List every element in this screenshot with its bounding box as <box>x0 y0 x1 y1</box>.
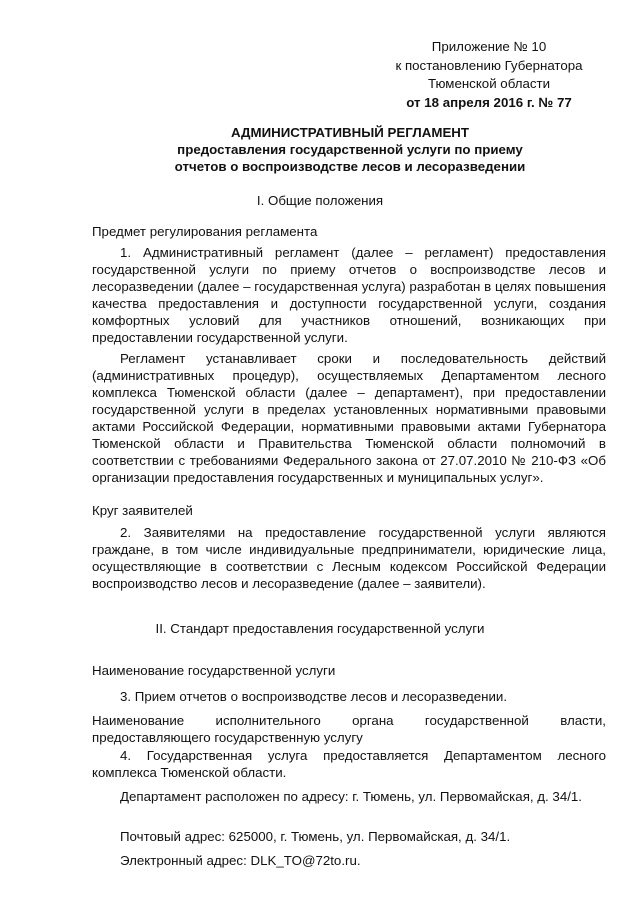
paragraph-3: 2. Заявителями на предоставление государственной услуги являются граждане, в том числе индивидуальные предприниматели, юридические лица, осуществляющие в соответствии с Лесным кодексом Российской Федерации воспроизводство лесов и лесоразведение (далее – заявители). <box>92 525 606 591</box>
section-1-title: I. Общие положения <box>256 193 384 208</box>
title-sub-1: предоставления государственной услуги по приему <box>177 142 523 157</box>
title-main: АДМИНИСТРАТИВНЫЙ РЕГЛАМЕНТ <box>230 125 470 140</box>
approval-line-region: Тюменской области <box>427 76 551 91</box>
document-title <box>60 124 640 175</box>
title-sub-2: отчетов о воспроизводстве лесов и лесоразведении <box>174 159 526 174</box>
section-2-title: II. Стандарт предоставления государственной услуги <box>155 621 485 636</box>
paragraph-address: Департамент расположен по адресу: г. Тюмень, ул. Первомайская, д. 34/1. <box>120 789 583 804</box>
paragraph-5: 4. Государственная услуга предоставляется Департаментом лесного комплекса Тюменской области. <box>92 748 606 780</box>
paragraph-postal: Почтовый адрес: 625000, г. Тюмень, ул. Первомайская, д. 34/1. <box>120 829 511 844</box>
heading-executive-body: Наименование исполнительного органа государственной власти, предоставляющего государственную услугу <box>92 713 606 745</box>
heading-applicants: Круг заявителей <box>92 503 193 518</box>
heading-service-name: Наименование государственной услуги <box>92 663 336 678</box>
paragraph-email: Электронный адрес: DLK_TO@72to.ru. <box>120 853 361 868</box>
approval-block <box>384 38 594 112</box>
paragraph-1: 1. Административный регламент (далее – регламент) предоставления государственной услуги по приему отчетов о воспроизводстве лесов и лесоразведении (далее – государственная услуга) разработан в целях повышения качества предоставления и доступности государственной услуги, создания комфортных условий для участников отношений, возникающих при предоставлении государственной услуги. <box>92 245 606 345</box>
paragraph-4: 3. Прием отчетов о воспроизводстве лесов и лесоразведении. <box>120 689 508 704</box>
paragraph-2: Регламент устанавливает сроки и последовательность действий (административных процедур), осуществляемых Департаментом лесного комплекса Тюменской области (далее – департамент), при предоставлении государственной услуги в пределах установленных нормативными правовыми актами Российской Федерации, нормативными правовыми актами Губернатора Тюменской области и Правительства Тюменской области полномочий в соответствии с требованиями Федерального закона от 27.07.2010 № 210-ФЗ «Об организации предоставления государственных и муниципальных услуг». <box>92 351 606 485</box>
heading-subject: Предмет регулирования регламента <box>92 224 318 239</box>
approval-line-appendix: Приложение № 10 <box>431 39 547 54</box>
approval-line-decree: к постановлению Губернатора <box>395 57 583 73</box>
approval-line-date: от 18 апреля 2016 г. № 77 <box>406 94 572 110</box>
